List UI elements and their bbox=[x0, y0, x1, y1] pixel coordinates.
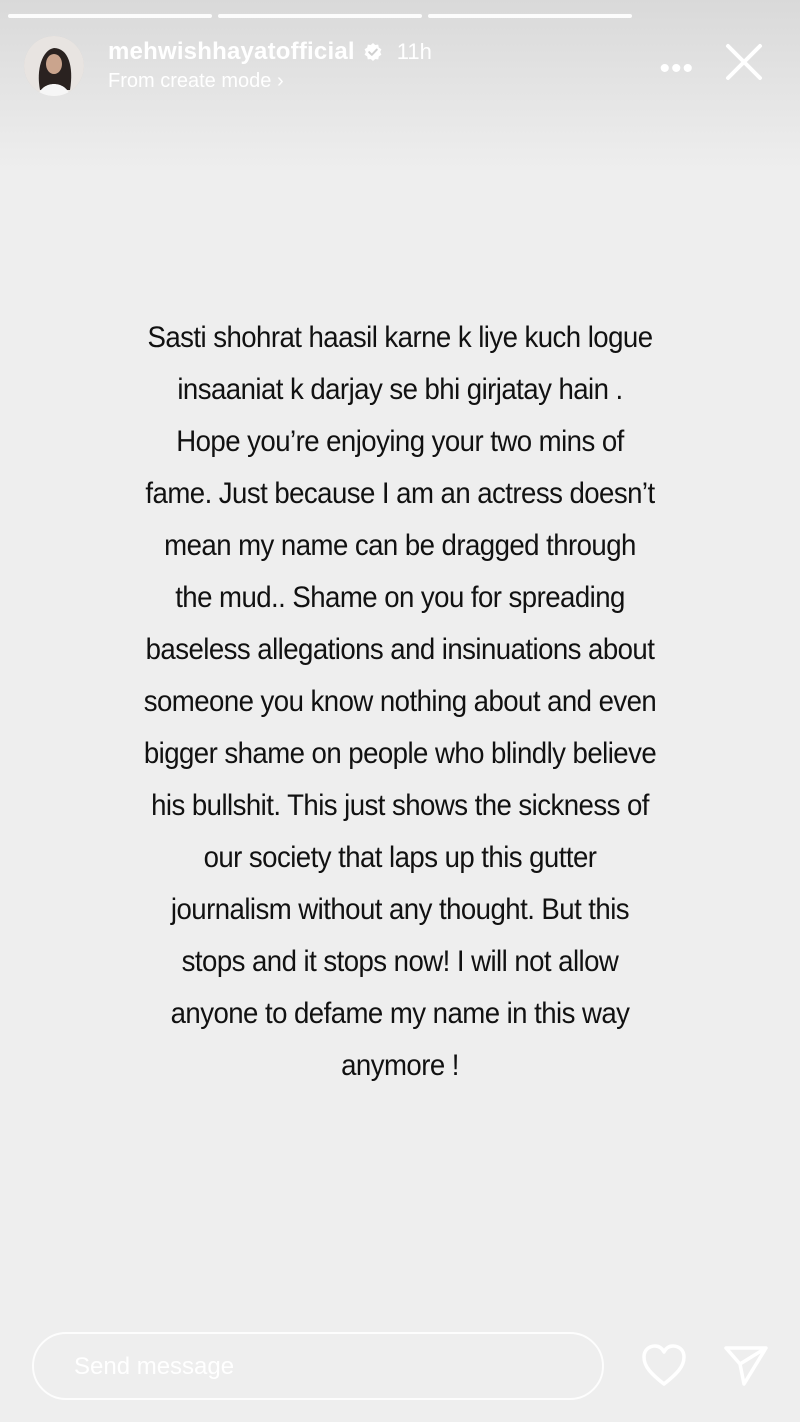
story-progress-bar bbox=[8, 14, 632, 18]
time-ago: 11h bbox=[396, 39, 432, 64]
avatar-image bbox=[24, 36, 84, 96]
close-icon[interactable] bbox=[722, 40, 766, 84]
verified-badge-icon bbox=[363, 42, 383, 62]
avatar[interactable] bbox=[24, 36, 84, 96]
more-options-icon[interactable]: ••• bbox=[659, 52, 694, 85]
send-message-input[interactable] bbox=[72, 1334, 576, 1400]
reply-bar[interactable] bbox=[32, 1332, 604, 1400]
progress-segment bbox=[218, 14, 422, 18]
progress-segment bbox=[8, 14, 212, 18]
send-icon[interactable] bbox=[722, 1342, 770, 1388]
username[interactable]: mehwishhayatofficial bbox=[108, 38, 355, 65]
story-header bbox=[24, 28, 780, 100]
heart-icon[interactable] bbox=[640, 1342, 688, 1388]
create-mode-link[interactable]: From create mode › bbox=[108, 70, 284, 92]
story-text: Sasti shohrat haasil karne k liye kuch logue insaaniat k darjay se bhi girjatay hain . Hope you’re enjoying your two mins of fame. Just because I am an actress doesn’t mean my name can be dragged through the mud.. Shame on you for spreading baseless allegations and insinuations about someone you know nothing about and even bigger shame on people who blindly believe his bullshit. This just shows the sickness of our society that laps up this gutter journalism without any thought. But this stops and it stops now! I will not allow anyone to defame my name in this way anymore ! bbox=[143, 321, 657, 1082]
username-row bbox=[108, 38, 432, 66]
progress-segment bbox=[428, 14, 632, 18]
